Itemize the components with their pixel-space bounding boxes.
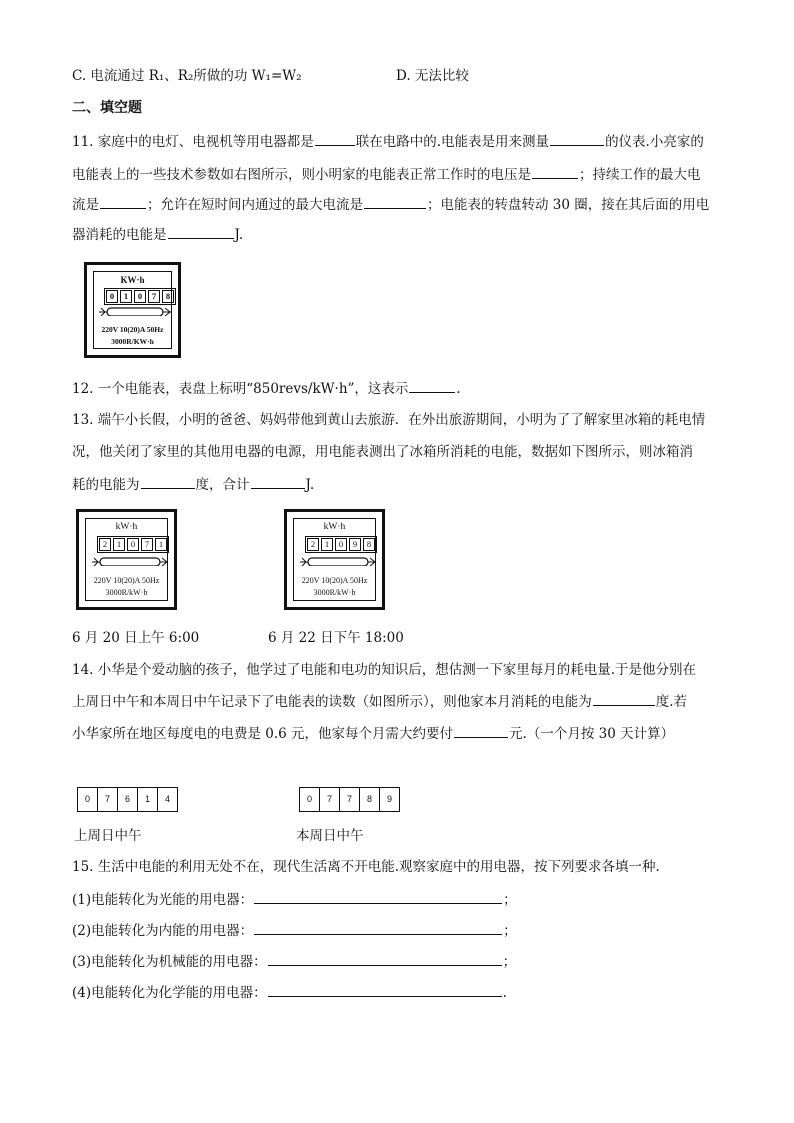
q15-title: 15. 生活中电能的利用无处不在，现代生活离不开电能.观察家庭中的用电器，按下列要求各填一种. bbox=[72, 859, 660, 875]
meter-digit: 1 bbox=[321, 538, 333, 551]
meter-digits bbox=[97, 536, 169, 553]
meter-digit: 7 bbox=[148, 290, 160, 303]
meter-spec-rating: 220V 10(20)A 50Hz bbox=[301, 576, 368, 585]
meter-spec-constant: 3000R/kW·h bbox=[313, 588, 356, 597]
q14-line2 bbox=[72, 691, 687, 712]
q14-text-3b: 元.（一个月按 30 天计算） bbox=[509, 726, 675, 742]
q11-line1 bbox=[72, 131, 704, 152]
meter-panel bbox=[85, 518, 168, 601]
q14-text-3a: 小华家所在地区每度电的电费是 0.6 元，他家每个月需大约要付 bbox=[72, 726, 454, 742]
q11-blank-4[interactable] bbox=[100, 194, 146, 209]
q11-blank-2[interactable] bbox=[550, 131, 604, 146]
meter-digit: 1 bbox=[113, 538, 125, 551]
q12-line bbox=[72, 378, 461, 399]
meter-panel bbox=[293, 518, 376, 601]
meter-digit: 0 bbox=[335, 538, 347, 551]
reading-digit: 7 bbox=[98, 788, 118, 811]
q11-text-4b: J. bbox=[234, 227, 244, 243]
reading-caption-last: 上周日中午 bbox=[74, 828, 142, 844]
q11-blank-5[interactable] bbox=[364, 194, 426, 209]
meter-spec-constant: 3000R/kW·h bbox=[105, 588, 148, 597]
q11-blank-3[interactable] bbox=[532, 164, 578, 179]
meter-digit: 7 bbox=[141, 538, 153, 551]
option-c: C. 电流通过 R₁、R₂所做的功 W₁=W₂ bbox=[72, 68, 302, 84]
q15-blank-4[interactable] bbox=[268, 982, 502, 997]
q15-blank-2[interactable] bbox=[254, 920, 502, 935]
reading-this-sunday bbox=[299, 787, 400, 812]
meter-spec-constant: 3000R/KW·h bbox=[111, 337, 154, 346]
q11-text-2a: 电能表上的一些技术参数如右图所示，则小明家的电能表正常工作时的电压是 bbox=[72, 167, 531, 183]
reading-digit: 0 bbox=[78, 788, 98, 811]
reading-last-sunday bbox=[77, 787, 178, 812]
q15-item3 bbox=[72, 951, 516, 972]
q11-text-1b: 联在电路中的.电能表是用来测量 bbox=[355, 134, 550, 150]
reading-digit: 6 bbox=[118, 788, 138, 811]
rotating-disc-icon bbox=[92, 556, 168, 566]
meter-unit: kW·h bbox=[323, 522, 346, 532]
option-d: D. 无法比较 bbox=[396, 68, 469, 84]
meter-digit: 0 bbox=[127, 538, 139, 551]
reading-caption-this: 本周日中午 bbox=[296, 828, 364, 844]
q15-item4-end: . bbox=[502, 985, 507, 1001]
meter-digits bbox=[305, 536, 377, 553]
meter-digit: 0 bbox=[134, 290, 146, 303]
q11-line4 bbox=[72, 224, 243, 245]
reading-digit: 7 bbox=[340, 788, 360, 811]
reading-digit: 7 bbox=[320, 788, 340, 811]
reading-digit: 1 bbox=[138, 788, 158, 811]
q13-line3 bbox=[72, 474, 314, 495]
q15-item2 bbox=[72, 920, 517, 941]
q11-text-1c: 的仪表.小亮家的 bbox=[605, 134, 704, 150]
q14-line3 bbox=[72, 723, 674, 744]
q15-item1-label: (1)电能转化为光能的用电器： bbox=[72, 892, 254, 908]
meter-digit: 1 bbox=[155, 538, 167, 551]
q11-line3 bbox=[72, 194, 709, 215]
meter-caption-start: 6 月 20 日上午 6:00 bbox=[72, 630, 200, 646]
q13-text-3b: 度，合计 bbox=[195, 477, 250, 493]
q15-blank-1[interactable] bbox=[254, 889, 502, 904]
meter-digit: 8 bbox=[363, 538, 375, 551]
q13-blank-2[interactable] bbox=[251, 474, 305, 489]
q13-text-3a: 耗的电能为 bbox=[72, 477, 140, 493]
rotating-disc-icon bbox=[300, 556, 376, 566]
q11-text-3c: ；电能表的转盘转动 30 圈，接在其后面的用电 bbox=[427, 197, 710, 213]
q14-text-2a: 上周日中午和本周日中午记录下了电能表的读数（如图所示），则他家本月消耗的电能为 bbox=[72, 694, 592, 710]
meter-digit: 2 bbox=[99, 538, 111, 551]
q15-item2-label: (2)电能转化为内能的用电器： bbox=[72, 923, 254, 939]
meter-spec-rating: 220V 10(20)A 50Hz bbox=[93, 576, 160, 585]
reading-digit: 9 bbox=[386, 794, 392, 804]
q11-blank-6[interactable] bbox=[168, 224, 234, 239]
q15-item4 bbox=[72, 982, 507, 1003]
q12-text-b: . bbox=[456, 381, 461, 397]
q11-text-3a: 流是 bbox=[72, 197, 99, 213]
q15-item4-label: (4)电能转化为化学能的用电器： bbox=[72, 985, 267, 1001]
q14-line1: 14. 小华是个爱动脑的孩子，他学过了电能和电功的知识后，想估测一下家里每月的耗电量.于是他分别在 bbox=[72, 662, 697, 678]
q12-text-a: 12. 一个电能表，表盘上标明“850revs/kW·h”，这表示 bbox=[72, 381, 409, 397]
q14-text-2b: 度.若 bbox=[655, 694, 688, 710]
q11-text-1a: 11. 家庭中的电灯、电视机等用电器都是 bbox=[72, 134, 314, 150]
q15-item2-end: ； bbox=[503, 923, 517, 939]
q14-blank-2[interactable] bbox=[454, 723, 508, 738]
meter-digits bbox=[104, 288, 176, 305]
q15-item3-end: ； bbox=[502, 954, 517, 970]
q15-item1 bbox=[72, 889, 517, 910]
q15-item1-end: ； bbox=[503, 892, 517, 908]
q12-blank[interactable] bbox=[409, 378, 455, 393]
reading-digit: 0 bbox=[300, 788, 320, 811]
meter-digit: 9 bbox=[349, 538, 361, 551]
q13-blank-1[interactable] bbox=[141, 474, 195, 489]
q13-line1: 13. 端午小长假，小明的爸爸、妈妈带他到黄山去旅游．在外出旅游期间，小明为了了解家里冰箱的耗电情 bbox=[72, 412, 706, 428]
q15-item3-label: (3)电能转化为机械能的用电器： bbox=[72, 954, 267, 970]
q11-text-4a: 器消耗的电能是 bbox=[72, 227, 167, 243]
energy-meter-q13-end bbox=[284, 509, 385, 610]
meter-unit: kW·h bbox=[115, 522, 138, 532]
section-title: 二、填空题 bbox=[72, 100, 142, 116]
q13-line2: 况，他关闭了家里的其他用电器的电源，用电能表测出了冰箱所消耗的电能，数据如下图所示，则冰箱消 bbox=[72, 444, 693, 460]
meter-digit: 1 bbox=[120, 290, 132, 303]
energy-meter-q13-start bbox=[76, 509, 177, 610]
rotating-disc-icon bbox=[99, 306, 171, 316]
meter-digit: 8 bbox=[162, 290, 174, 303]
q13-text-3c: J. bbox=[305, 477, 315, 493]
meter-caption-end: 6 月 22 日下午 18:00 bbox=[268, 630, 404, 646]
q11-blank-1[interactable] bbox=[315, 131, 355, 146]
q11-text-2b: ；持续工作的最大电 bbox=[579, 167, 701, 183]
meter-digit: 2 bbox=[307, 538, 319, 551]
reading-digit: 8 bbox=[360, 788, 380, 811]
meter-spec-rating: 220V 10(20)A 50Hz bbox=[101, 325, 164, 334]
q14-blank-1[interactable] bbox=[593, 691, 655, 706]
meter-panel bbox=[93, 271, 172, 349]
meter-digit: 0 bbox=[106, 290, 118, 303]
meter-unit: KW·h bbox=[120, 275, 145, 285]
reading-digit: 4 bbox=[164, 794, 170, 804]
q11-line2 bbox=[72, 164, 701, 185]
energy-meter-q11 bbox=[84, 262, 181, 358]
q11-text-3b: ；允许在短时间内通过的最大电流是 bbox=[147, 197, 363, 213]
q15-blank-3[interactable] bbox=[268, 951, 502, 966]
